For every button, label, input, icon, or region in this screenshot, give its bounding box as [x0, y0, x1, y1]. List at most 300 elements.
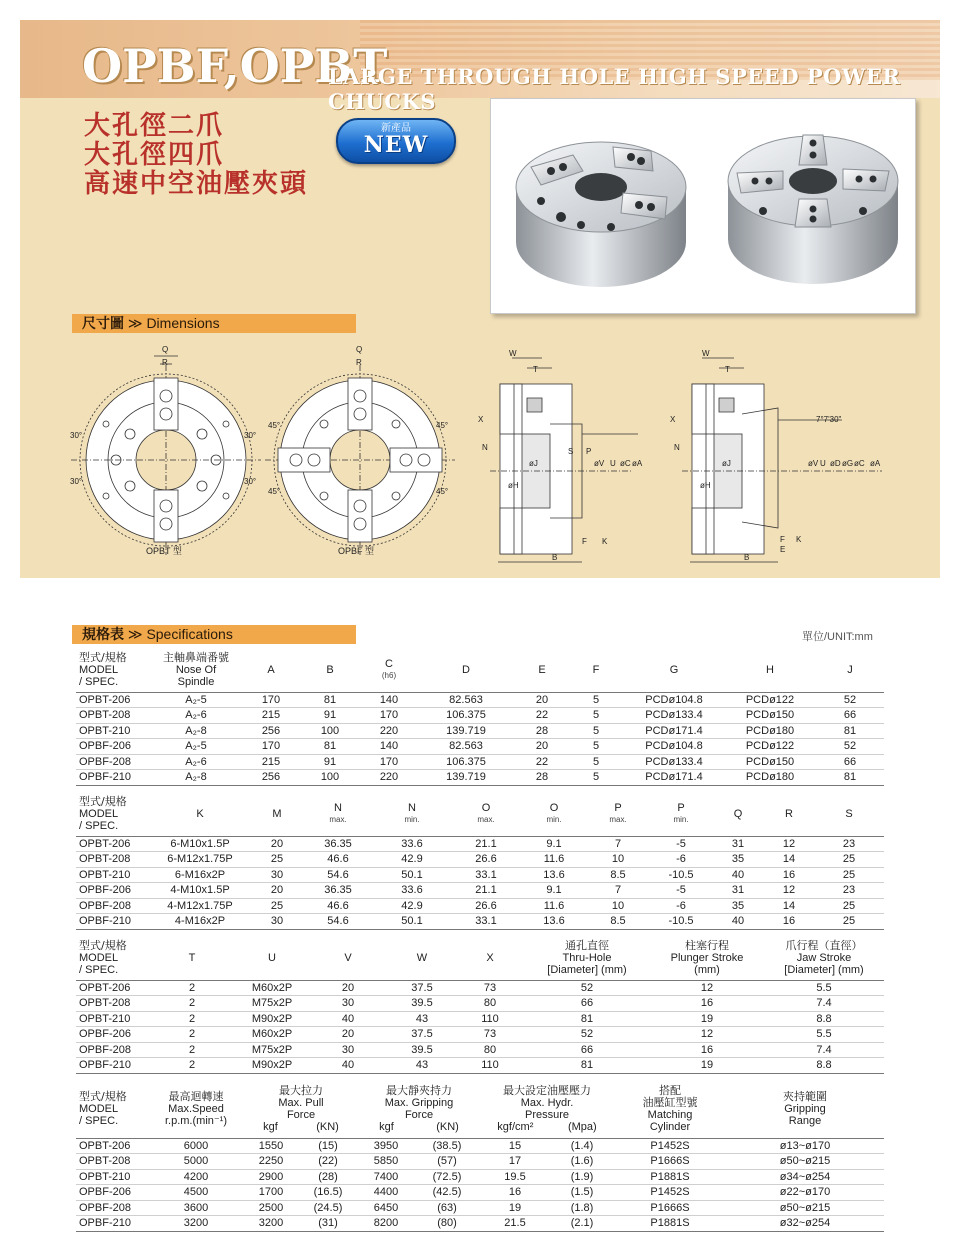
chuck-opbf	[728, 135, 898, 284]
value-cell: 14	[782, 899, 796, 912]
value-cell: (1.4)	[570, 1139, 594, 1152]
col-header: O min.	[546, 801, 562, 824]
value-cell: 81	[843, 771, 857, 783]
value-cell: 33.6	[401, 837, 423, 850]
value-cell: 16	[782, 868, 796, 881]
table-row	[76, 852, 884, 868]
chucks-illustration	[491, 99, 915, 313]
value-cell: 80	[483, 1043, 497, 1056]
value-cell: 12	[700, 1028, 714, 1040]
value-cell: 25	[842, 899, 856, 912]
value-cell: M60x2P	[251, 981, 293, 994]
label-angle-right-4: 45°	[436, 487, 449, 496]
value-cell: (28)	[318, 1170, 338, 1183]
spec-label-en: Specifications	[146, 626, 233, 642]
table-row	[76, 980, 884, 996]
value-cell: 30	[270, 915, 284, 927]
model-cell: OPBF-210	[79, 915, 131, 927]
col-header: T	[188, 951, 196, 964]
new-badge	[336, 118, 456, 164]
value-cell: 2	[188, 1059, 196, 1071]
value-cell: A₂-8	[185, 724, 207, 737]
value-cell: 4400	[373, 1186, 399, 1198]
col-header: 通孔直徑 Thru-Hole [Diameter] (mm)	[547, 938, 627, 976]
table-row	[76, 836, 884, 852]
col-header: D	[462, 663, 470, 676]
value-cell: 16	[782, 915, 796, 927]
value-cell: (72.5)	[432, 1170, 462, 1183]
value-cell: 2	[188, 1012, 196, 1025]
value-cell: -10.5	[668, 868, 694, 881]
table-row	[76, 723, 884, 739]
spec-table-3	[76, 936, 884, 1074]
value-cell: (31)	[318, 1217, 338, 1229]
model-cell: OPBT-210	[79, 868, 131, 881]
model-cell: OPBF-206	[79, 740, 131, 752]
value-cell: 25	[842, 853, 856, 865]
value-cell: 2	[188, 1028, 196, 1040]
value-cell: 16	[508, 1186, 522, 1198]
model-cell: OPBF-208	[79, 899, 131, 912]
value-cell: 21.5	[504, 1217, 526, 1229]
value-cell: 23	[842, 837, 856, 850]
value-cell: 36.35	[324, 837, 352, 850]
page-subtitle: LARGE THROUGH HOLE HIGH SPEED POWER CHUCKS	[328, 64, 901, 114]
value-cell: PCDø180	[745, 771, 795, 783]
value-cell: 20	[270, 837, 284, 850]
value-cell: 22	[535, 755, 549, 768]
model-cell: OPBF-210	[79, 771, 131, 783]
value-cell: 16	[700, 997, 714, 1009]
col-header: P min.	[673, 801, 689, 824]
value-cell: 5	[592, 724, 600, 737]
label-x-left: X	[478, 415, 484, 424]
value-cell: 91	[323, 755, 337, 768]
value-cell: 5.5	[816, 1028, 832, 1040]
value-cell: 39.5	[411, 1043, 433, 1056]
value-cell: 140	[379, 740, 399, 752]
chinese-title-line: 大孔徑二爪	[84, 111, 225, 141]
model-cell: OPBT-206	[79, 1139, 131, 1152]
value-cell: 2	[188, 1043, 196, 1056]
value-cell: 139.719	[446, 724, 486, 737]
value-cell: 35	[731, 899, 745, 912]
model-cell: OPBT-210	[79, 1170, 131, 1183]
col-header: N max.	[329, 801, 347, 824]
value-cell: 6-M16x2P	[174, 868, 226, 881]
value-cell: 21.1	[475, 837, 497, 850]
value-cell: 73	[483, 981, 497, 994]
label-c-left: øC	[620, 459, 631, 468]
label-j-left: øJ	[529, 459, 538, 468]
col-header: W	[416, 951, 428, 964]
value-cell: 4500	[183, 1186, 209, 1198]
chinese-title-line: 高速中空油壓夾頭	[84, 169, 309, 199]
value-cell: 8.8	[816, 1059, 832, 1071]
value-cell: 5	[592, 740, 600, 752]
model-cell: OPBT-206	[79, 837, 131, 850]
value-cell: -6	[676, 899, 686, 912]
value-cell: M60x2P	[251, 1028, 293, 1040]
label-angle-right-2: 45°	[268, 487, 281, 496]
value-cell: -5	[676, 837, 686, 850]
value-cell: P1452S	[650, 1186, 690, 1198]
table-row	[76, 898, 884, 914]
value-cell: 8.5	[610, 868, 626, 881]
col-header-grip: 最大靜夾持力 Max. Gripping Force kgf (KN)	[379, 1083, 459, 1133]
value-cell: 170	[379, 755, 399, 768]
value-cell: 66	[580, 997, 594, 1009]
col-header: Q	[733, 807, 743, 820]
value-cell: 12	[700, 981, 714, 994]
value-cell: PCDø150	[745, 709, 795, 721]
label-h-left: øH	[508, 481, 519, 490]
col-header: E	[538, 663, 546, 676]
new-badge-big: NEW	[363, 132, 429, 158]
value-cell: 81	[843, 724, 857, 737]
value-cell: 81	[580, 1012, 594, 1025]
table-row	[76, 1042, 884, 1058]
col-header-pressure: 最大設定油壓壓力 Max. Hydr. Pressure kgf/cm² (Mpa)	[497, 1083, 597, 1133]
value-cell: 54.6	[327, 868, 349, 881]
table-row	[76, 883, 884, 899]
value-cell: M90x2P	[251, 1012, 293, 1025]
col-header: R	[785, 807, 793, 820]
value-cell: 81	[580, 1059, 594, 1071]
model-cell: OPBF-206	[79, 884, 131, 896]
value-cell: 5	[592, 771, 600, 783]
value-cell: 170	[379, 709, 399, 721]
value-cell: 25	[270, 899, 284, 912]
value-cell: ø32~ø254	[779, 1217, 831, 1229]
spec-section-title	[82, 625, 233, 645]
label-w-left: W	[509, 349, 517, 358]
col-header: S	[845, 807, 853, 820]
value-cell: 3200	[183, 1217, 209, 1229]
label-angle-right-3: 45°	[436, 421, 449, 430]
value-cell: 82.563	[449, 740, 483, 752]
spec-table-4-body	[76, 1138, 884, 1231]
value-cell: 50.1	[401, 915, 423, 927]
value-cell: 106.375	[446, 755, 486, 768]
value-cell: (1.9)	[570, 1170, 594, 1183]
label-b-left: B	[552, 553, 558, 562]
col-header: 爪行程（直徑） Jaw Stroke [Diameter] (mm)	[784, 938, 864, 976]
value-cell: (1.8)	[570, 1201, 594, 1214]
label-q-left: Q	[162, 345, 169, 354]
chuck-opbt	[516, 142, 686, 287]
table-row	[76, 1138, 884, 1154]
model-cell: OPBF-210	[79, 1059, 131, 1071]
value-cell: 73	[483, 1028, 497, 1040]
value-cell: 25	[842, 915, 856, 927]
value-cell: 66	[580, 1043, 594, 1056]
value-cell: 15	[508, 1139, 522, 1152]
value-cell: PCDø171.4	[645, 724, 703, 737]
value-cell: PCDø104.8	[645, 693, 703, 706]
table-row	[76, 1185, 884, 1201]
value-cell: 52	[843, 740, 857, 752]
value-cell: 7.4	[816, 1043, 832, 1056]
label-j-right: øJ	[722, 459, 731, 468]
value-cell: 50.1	[401, 868, 423, 881]
page-title: OPBF,OPBT	[82, 39, 388, 93]
col-header: M	[272, 807, 282, 820]
value-cell: 7400	[373, 1170, 399, 1183]
value-cell: A₂-8	[185, 771, 207, 783]
table-row	[76, 1027, 884, 1043]
value-cell: 12	[782, 884, 796, 896]
value-cell: (1.6)	[570, 1155, 594, 1167]
spec-table-1	[76, 648, 884, 786]
value-cell: (80)	[437, 1217, 457, 1229]
value-cell: 6-M12x1.75P	[167, 853, 233, 865]
value-cell: 26.6	[475, 899, 497, 912]
model-header: 型式/規格 MODEL / SPEC.	[79, 794, 127, 832]
table-row	[76, 996, 884, 1012]
value-cell: 46.6	[327, 899, 349, 912]
value-cell: 42.9	[401, 899, 423, 912]
table-row	[76, 1154, 884, 1170]
model-header-spec: / SPEC.	[79, 675, 119, 688]
label-g-right: øG	[842, 459, 854, 468]
value-cell: M90x2P	[251, 1059, 293, 1071]
spec-table-3-body	[76, 980, 884, 1073]
opbt-section-view	[490, 358, 638, 562]
value-cell: 1700	[258, 1186, 284, 1198]
chinese-title	[84, 112, 308, 199]
model-header: 型式/規格 MODEL / SPEC.	[79, 1089, 127, 1127]
value-cell: 28	[535, 724, 549, 737]
value-cell: (1.5)	[570, 1186, 594, 1198]
value-cell: 66	[843, 709, 857, 721]
value-cell: 11.6	[543, 899, 565, 912]
value-cell: 9.1	[546, 837, 562, 850]
value-cell: 25	[270, 853, 284, 865]
value-cell: 82.563	[449, 693, 483, 706]
dimensions-section-title	[82, 314, 220, 334]
value-cell: PCDø104.8	[645, 740, 703, 752]
model-cell: OPBT-208	[79, 709, 131, 721]
model-cell: OPBF-206	[79, 1028, 131, 1040]
table-row	[76, 914, 884, 930]
table-row	[76, 1058, 884, 1074]
value-cell: 5	[592, 693, 600, 706]
value-cell: 10	[611, 899, 625, 912]
value-cell: 100	[320, 771, 340, 783]
col-header: V	[344, 951, 352, 964]
label-x-right: X	[670, 415, 676, 424]
value-cell: 215	[261, 709, 281, 721]
value-cell: 30	[270, 868, 284, 881]
value-cell: 11.6	[543, 853, 565, 865]
value-cell: P1881S	[650, 1170, 690, 1183]
model-header-cn: 型式/規格	[79, 650, 127, 664]
label-r-right: R	[356, 358, 362, 367]
value-cell: 100	[320, 724, 340, 737]
value-cell: 14	[782, 853, 796, 865]
table-row	[76, 739, 884, 755]
value-cell: A₂-5	[185, 693, 207, 706]
col-header: X	[486, 951, 494, 964]
value-cell: 46.6	[327, 853, 349, 865]
value-cell: 81	[323, 693, 337, 706]
label-d-right: øD	[830, 459, 841, 468]
value-cell: ø13~ø170	[779, 1139, 831, 1152]
model-cell: OPBT-208	[79, 1155, 131, 1167]
value-cell: 35	[731, 853, 745, 865]
col-header-pull: 最大拉力 Max. Pull Force kgf (KN)	[263, 1083, 339, 1133]
value-cell: 256	[261, 724, 281, 737]
value-cell: (63)	[437, 1201, 457, 1214]
value-cell: 25	[842, 868, 856, 881]
model-cell: OPBT-208	[79, 997, 131, 1009]
value-cell: 52	[580, 1028, 594, 1040]
spec-table-2	[76, 792, 884, 930]
value-cell: 4-M10x1.5P	[170, 884, 230, 896]
value-cell: PCDø122	[745, 740, 795, 752]
label-v-left: øV	[594, 459, 605, 468]
value-cell: P1881S	[650, 1217, 690, 1229]
label-b-right: B	[744, 553, 750, 562]
label-e-right: E	[780, 545, 786, 554]
value-cell: 30	[341, 1043, 355, 1056]
value-cell: 8.8	[816, 1012, 832, 1025]
unit-label: 單位/UNIT:mm	[802, 631, 873, 643]
value-cell: 10	[611, 853, 625, 865]
col-header: N min.	[404, 801, 420, 824]
value-cell: 43	[415, 1059, 429, 1071]
value-cell: 20	[535, 693, 549, 706]
col-header: A	[267, 663, 275, 676]
label-u-right: U	[820, 459, 826, 468]
value-cell: 37.5	[411, 981, 433, 994]
value-cell: 43	[415, 1012, 429, 1025]
value-cell: 22	[535, 709, 549, 721]
label-a-right: øA	[870, 459, 881, 468]
value-cell: 31	[731, 884, 745, 896]
value-cell: 52	[580, 981, 594, 994]
value-cell: 256	[261, 771, 281, 783]
value-cell: PCDø180	[745, 724, 795, 737]
value-cell: 13.6	[543, 915, 565, 927]
value-cell: 17	[508, 1155, 522, 1167]
model-header: 型式/規格 MODEL / SPEC.	[79, 938, 127, 976]
value-cell: 5	[592, 709, 600, 721]
value-cell: -6	[676, 853, 686, 865]
label-angle-left-3: 30°	[244, 431, 257, 440]
label-k-right: K	[796, 535, 802, 544]
model-cell: OPBF-206	[79, 1186, 131, 1198]
value-cell: 5.5	[816, 981, 832, 994]
col-header: B	[326, 663, 334, 676]
chevron-icon: ≫	[127, 626, 143, 642]
value-cell: (22)	[318, 1155, 338, 1167]
value-cell: ø34~ø254	[779, 1170, 831, 1183]
new-badge-small: 新產品	[381, 123, 411, 134]
value-cell: 13.6	[543, 868, 565, 881]
label-q-right: Q	[356, 345, 363, 354]
value-cell: 2900	[258, 1170, 284, 1183]
value-cell: 2500	[258, 1201, 284, 1214]
value-cell: 7.4	[816, 997, 832, 1009]
value-cell: 106.375	[446, 709, 486, 721]
value-cell: 40	[731, 868, 745, 881]
value-cell: 2250	[258, 1155, 284, 1167]
model-header-en: MODEL	[79, 663, 119, 676]
table-row	[76, 770, 884, 786]
value-cell: 7	[614, 884, 622, 896]
value-cell: 7	[614, 837, 622, 850]
value-cell: 37.5	[411, 1028, 433, 1040]
chinese-title-line: 大孔徑四爪	[84, 140, 225, 170]
label-a-left: øA	[632, 459, 643, 468]
value-cell: 2	[188, 997, 196, 1009]
value-cell: 36.35	[324, 884, 352, 896]
model-header	[76, 648, 148, 692]
value-cell: PCDø150	[745, 755, 795, 768]
dimensions-label-en: Dimensions	[146, 315, 220, 331]
value-cell: 220	[379, 724, 399, 737]
label-n-right: N	[674, 443, 680, 452]
label-f-right: F	[780, 535, 785, 544]
spec-table-1-body	[76, 692, 884, 785]
value-cell: 54.6	[327, 915, 349, 927]
label-t-left: T	[533, 365, 538, 374]
value-cell: (57)	[437, 1155, 457, 1167]
value-cell: 30	[341, 997, 355, 1009]
col-header: G	[669, 663, 679, 676]
value-cell: 1550	[258, 1139, 284, 1152]
label-t-right: T	[725, 365, 730, 374]
value-cell: (42.5)	[432, 1186, 462, 1198]
value-cell: P1452S	[650, 1139, 690, 1152]
spec-label-cn: 規格表	[82, 627, 124, 643]
value-cell: 52	[843, 693, 857, 706]
value-cell: P1666S	[650, 1155, 690, 1167]
value-cell: ø50~ø215	[779, 1155, 831, 1167]
value-cell: (24.5)	[313, 1201, 343, 1214]
col-header-cylinder: 搭配 油壓缸型號 Matching Cylinder	[642, 1083, 698, 1133]
model-cell: OPBF-210	[79, 1217, 131, 1229]
table-row	[76, 692, 884, 708]
col-header: K	[196, 807, 204, 820]
value-cell: A₂-6	[185, 755, 207, 768]
label-angle-left-2: 30°	[70, 477, 83, 486]
dimensions-label-cn: 尺寸圖	[82, 316, 124, 332]
label-w-right: W	[702, 349, 710, 358]
value-cell: ø50~ø215	[779, 1201, 831, 1214]
value-cell: 8200	[373, 1217, 399, 1229]
value-cell: 19	[700, 1059, 714, 1071]
value-cell: 40	[341, 1012, 355, 1025]
opbt-front-view	[71, 356, 261, 555]
value-cell: PCDø133.4	[645, 709, 703, 721]
value-cell: 20	[341, 981, 355, 994]
product-photo	[490, 98, 916, 314]
value-cell: M75x2P	[251, 1043, 293, 1056]
value-cell: 139.719	[446, 771, 486, 783]
value-cell: (2.1)	[570, 1217, 594, 1229]
col-header-range: 夾持範圍 Gripping Range	[783, 1089, 827, 1127]
model-cell: OPBT-210	[79, 724, 131, 737]
value-cell: 220	[379, 771, 399, 783]
label-n-left: N	[482, 443, 488, 452]
value-cell: 21.1	[475, 884, 497, 896]
label-angle-left-4: 30°	[244, 477, 257, 486]
value-cell: 19	[508, 1201, 522, 1214]
table-row	[76, 1169, 884, 1185]
